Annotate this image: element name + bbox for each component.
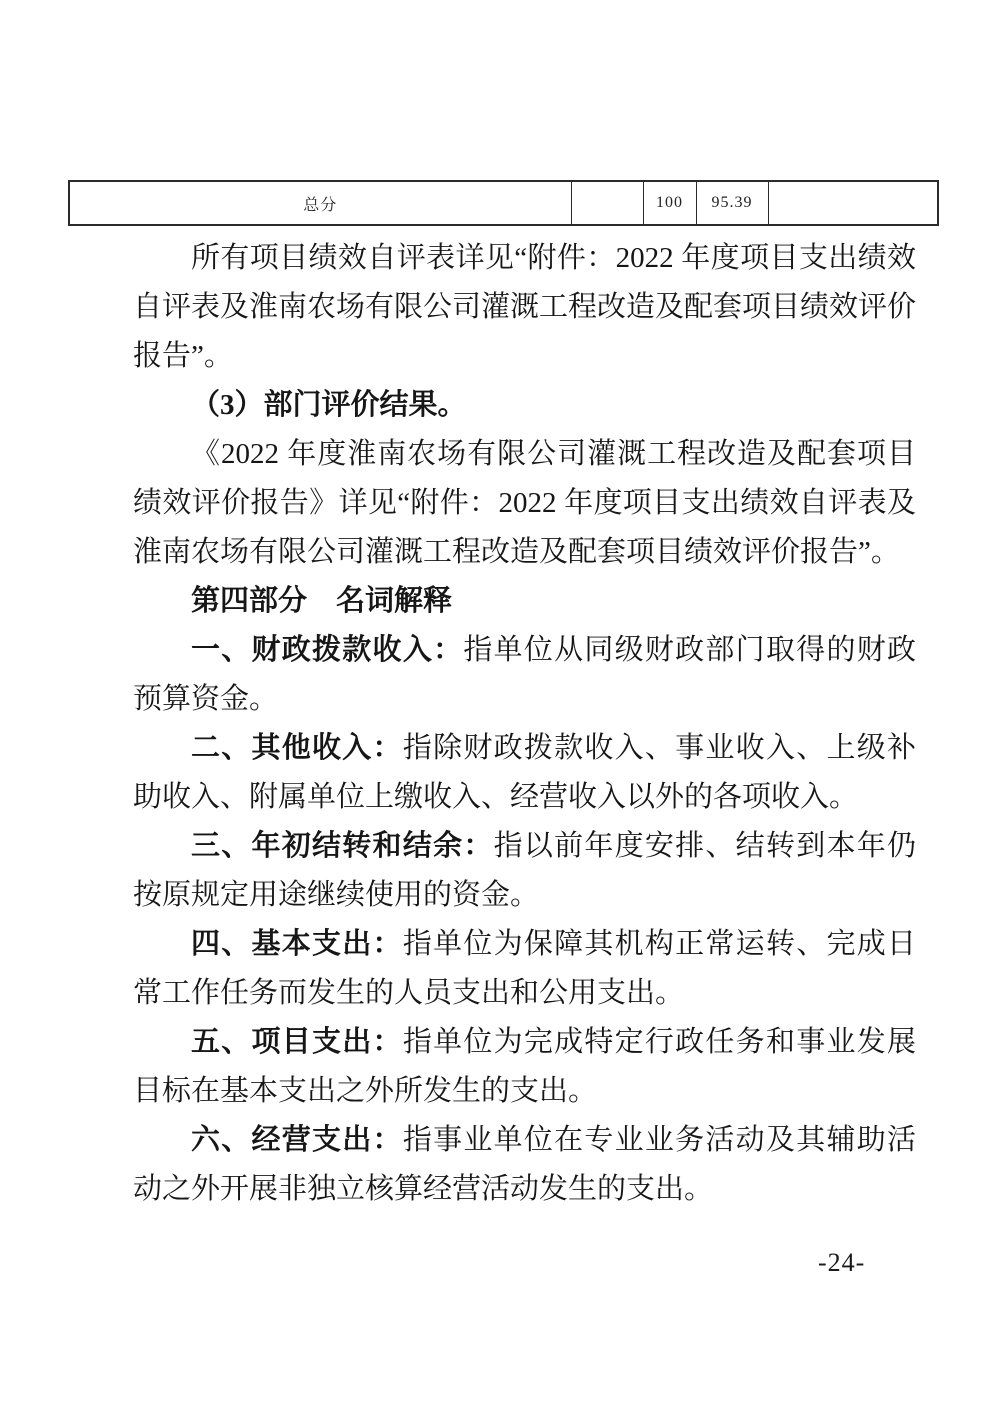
heading-part4-glossary: 第四部分 名词解释 xyxy=(191,585,453,617)
term-lead-6: 六、经营支出： xyxy=(191,1124,403,1156)
score-row-actual-score: 95.39 xyxy=(696,181,768,225)
term-operating-expenditure xyxy=(133,1116,916,1214)
paragraph-dept-evaluation-report: 《2022 年度淮南农场有限公司灌溉工程改造及配套项目绩效评价报告》详见“附件：2022 年度项目支出绩效自评表及淮南农场有限公司灌溉工程改造及配套项目绩效评价报告”。 xyxy=(133,438,916,568)
score-row-empty-cell-1 xyxy=(571,181,643,225)
term-lead-3: 三、年初结转和结余： xyxy=(191,830,494,862)
score-row-label: 总分 xyxy=(69,181,571,225)
term-text-4: 指单位为保障其机构正常运转、完成日常工作任务而发生的人员支出和公用支出。 xyxy=(133,928,916,1009)
term-text-2: 指除财政拨款收入、事业收入、上级补助收入、附属单位上缴收入、经营收入以外的各项收入。 xyxy=(133,732,916,813)
term-lead-5: 五、项目支出： xyxy=(191,1026,403,1058)
score-table xyxy=(68,180,939,226)
term-text-3: 指以前年度安排、结转到本年仍按原规定用途继续使用的资金。 xyxy=(133,830,916,911)
term-other-income xyxy=(133,724,916,822)
term-text-1: 指单位从同级财政部门取得的财政预算资金。 xyxy=(133,634,916,715)
term-lead-4: 四、基本支出： xyxy=(191,928,403,960)
term-lead-1: 一、财政拨款收入： xyxy=(191,634,464,666)
term-basic-expenditure xyxy=(133,920,916,1018)
document-body xyxy=(133,234,916,1214)
term-carryover-and-surplus xyxy=(133,822,916,920)
page-number: -24- xyxy=(818,1248,866,1277)
score-row-empty-cell-2 xyxy=(768,181,938,225)
paragraph-self-eval-attachment-note: 所有项目绩效自评表详见“附件：2022 年度项目支出绩效自评表及淮南农场有限公司灌溉工程改造及配套项目绩效评价报告”。 xyxy=(133,242,917,372)
term-text-6: 指事业单位在专业业务活动及其辅助活动之外开展非独立核算经营活动发生的支出。 xyxy=(133,1124,916,1205)
term-lead-2: 二、其他收入： xyxy=(191,732,403,764)
term-project-expenditure xyxy=(133,1018,916,1116)
score-row-full-score: 100 xyxy=(643,181,696,225)
term-text-5: 指单位为完成特定行政任务和事业发展目标在基本支出之外所发生的支出。 xyxy=(133,1026,916,1107)
table-row xyxy=(69,181,938,225)
heading-dept-evaluation-result: （3）部门评价结果。 xyxy=(191,389,467,421)
term-fiscal-appropriation-income xyxy=(133,626,916,724)
